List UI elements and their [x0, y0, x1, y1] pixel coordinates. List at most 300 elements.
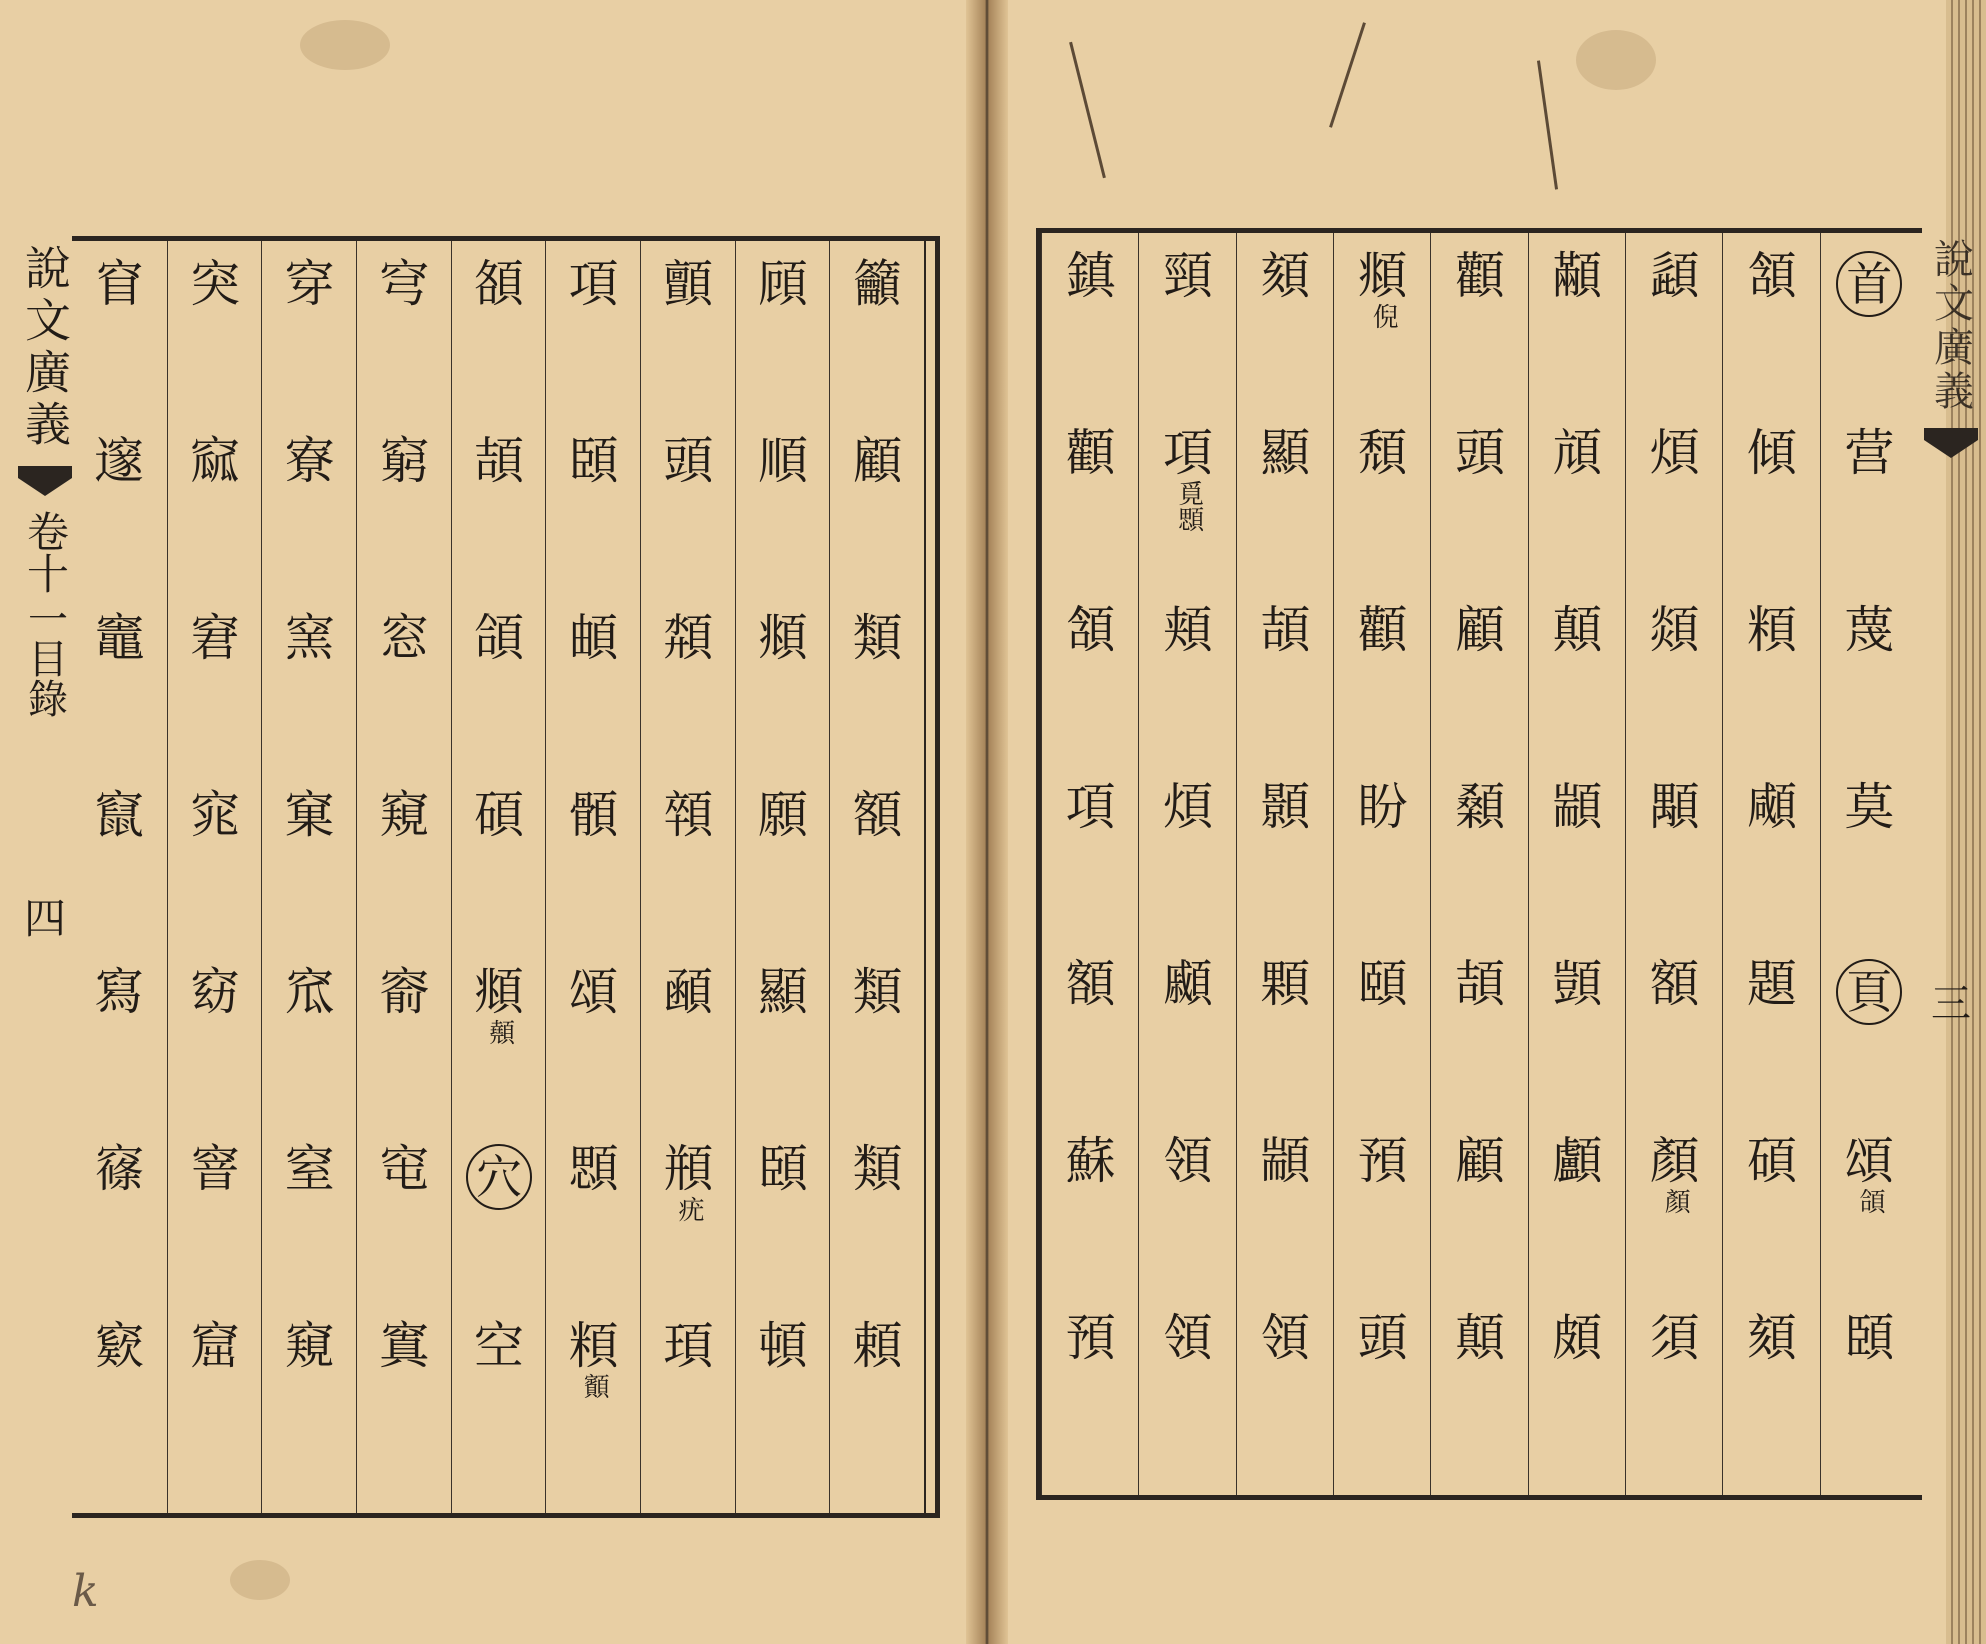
glyph: 顧 — [1454, 1132, 1505, 1190]
left-character-cell — [379, 949, 429, 1126]
variant-glyph: 覓顋 — [1173, 480, 1204, 532]
right-column — [1820, 233, 1918, 1495]
left-character-cell — [569, 1126, 619, 1303]
left-character-cell — [758, 418, 808, 595]
right-column — [1625, 233, 1723, 1495]
left-character-cell — [758, 949, 808, 1126]
glyph: 竈 — [94, 609, 145, 667]
left-character-cell — [853, 949, 903, 1126]
right-character-cell — [1358, 587, 1408, 764]
right-character-cell — [1455, 233, 1505, 410]
right-character-cell — [1552, 1295, 1602, 1472]
right-character-cell — [1066, 941, 1116, 1118]
glyph: 頩 — [663, 1140, 714, 1198]
glyph: 窕 — [189, 786, 240, 844]
left-text-frame — [72, 236, 940, 1518]
right-character-cell — [1358, 1295, 1408, 1472]
right-character-cell — [1650, 941, 1700, 1118]
glyph: 頡 — [1260, 601, 1311, 659]
glyph: 顓 — [1260, 1132, 1311, 1190]
glyph: 蔑 — [1844, 601, 1895, 659]
right-character-cell — [1358, 1118, 1408, 1295]
glyph: 頏 — [1552, 424, 1603, 482]
left-character-cell — [379, 595, 429, 772]
glyph: 顄 — [663, 963, 714, 1021]
right-character-cell — [1844, 1118, 1894, 1295]
left-character-cell — [663, 1303, 713, 1480]
glyph: 顣 — [1162, 955, 1213, 1013]
paper-stain — [230, 1560, 290, 1600]
left-character-cell — [663, 949, 713, 1126]
glyph: 顯 — [757, 963, 808, 1021]
right-text-frame — [1036, 228, 1922, 1500]
glyph: 碩 — [1746, 1132, 1797, 1190]
glyph: 預 — [1357, 1132, 1408, 1190]
glyph: 領 — [1162, 1132, 1213, 1190]
glyph: 竄 — [94, 786, 145, 844]
left-character-cell — [474, 772, 524, 949]
glyph: 窅 — [94, 255, 145, 313]
glyph: 窊 — [284, 963, 335, 1021]
left-column — [451, 241, 547, 1513]
glyph: 顴 — [1065, 424, 1116, 482]
glyph: 頿 — [1649, 247, 1700, 305]
variant-glyph: 頜 — [1854, 1188, 1885, 1214]
fishtail-mark — [1924, 428, 1978, 458]
glyph: 鎮 — [1065, 247, 1116, 305]
glyph: 項 — [568, 255, 619, 313]
glyph: 空 — [473, 1317, 524, 1375]
book-gutter — [966, 0, 1008, 1644]
glyph: 窯 — [284, 609, 335, 667]
left-character-cell — [190, 1126, 240, 1303]
left-character-cell — [94, 241, 144, 418]
left-character-cell — [190, 241, 240, 418]
left-character-cell — [285, 772, 335, 949]
right-character-cell — [1747, 587, 1797, 764]
glyph: 顏 — [1649, 1132, 1700, 1190]
left-character-cell — [853, 1126, 903, 1303]
glyph: 頷 — [1746, 247, 1797, 305]
glyph: 領 — [1162, 1309, 1213, 1367]
glyph: 頁 — [1836, 959, 1902, 1025]
left-column — [72, 241, 167, 1513]
left-character-cell — [379, 418, 429, 595]
variant-glyph: 顮 — [579, 1373, 610, 1399]
left-character-cell — [190, 595, 240, 772]
left-character-cell — [853, 1303, 903, 1480]
glyph: 窈 — [189, 963, 240, 1021]
glyph: 頫 — [757, 609, 808, 667]
glyph: 顴 — [1357, 601, 1408, 659]
right-character-cell — [1163, 941, 1213, 1118]
glyph: 領 — [1260, 1309, 1311, 1367]
glyph: 頸 — [1162, 247, 1213, 305]
glyph: 顑 — [1746, 778, 1797, 836]
right-character-cell — [1650, 1118, 1700, 1295]
left-character-cell — [758, 1303, 808, 1480]
right-column — [1333, 233, 1431, 1495]
glyph: 頜 — [473, 609, 524, 667]
glyph: 顢 — [1552, 247, 1603, 305]
glyph: 突 — [189, 255, 240, 313]
glyph: 顒 — [1649, 778, 1700, 836]
glyph: 頭 — [1357, 1309, 1408, 1367]
left-character-cell — [94, 595, 144, 772]
right-character-cell — [1163, 410, 1213, 587]
glyph: 窴 — [379, 1317, 430, 1375]
left-character-cell — [663, 772, 713, 949]
glyph: 顧 — [1454, 601, 1505, 659]
glyph: 煩 — [1649, 424, 1700, 482]
glyph: 顆 — [1260, 955, 1311, 1013]
right-page-number: 三 — [1931, 981, 1971, 1027]
glyph: 頷 — [1065, 601, 1116, 659]
left-character-cell — [569, 241, 619, 418]
glyph: 窬 — [379, 963, 430, 1021]
glyph: 窮 — [379, 432, 430, 490]
glyph: 首 — [1836, 251, 1902, 317]
right-character-cell — [1836, 233, 1902, 410]
right-character-cell — [1358, 410, 1408, 587]
glyph: 顥 — [1260, 778, 1311, 836]
glyph: 題 — [1746, 955, 1797, 1013]
glyph: 額 — [1065, 955, 1116, 1013]
right-character-cell — [1552, 233, 1602, 410]
right-character-cell — [1066, 1295, 1116, 1472]
glyph: 窺 — [379, 786, 430, 844]
left-character-cell — [758, 595, 808, 772]
right-character-cell — [1455, 764, 1505, 941]
glyph: 願 — [757, 786, 808, 844]
glyph: 蘇 — [1065, 1132, 1116, 1190]
left-column — [829, 241, 925, 1513]
glyph: 顇 — [663, 786, 714, 844]
glyph: 傾 — [1746, 424, 1797, 482]
right-character-cell — [1358, 941, 1408, 1118]
left-character-cell — [379, 241, 429, 418]
left-column — [545, 241, 641, 1513]
right-character-cell — [1455, 1295, 1505, 1472]
right-character-cell — [1650, 410, 1700, 587]
glyph: 顧 — [852, 432, 903, 490]
glyph: 頔 — [568, 609, 619, 667]
right-character-cell — [1747, 1295, 1797, 1472]
glyph: 窟 — [189, 1317, 240, 1375]
glyph: 寮 — [284, 432, 335, 490]
glyph: 营 — [1844, 424, 1895, 482]
left-character-cell — [758, 772, 808, 949]
left-page — [0, 0, 986, 1644]
right-character-cell — [1844, 1295, 1894, 1472]
glyph: 寫 — [94, 963, 145, 1021]
glyph: 頭 — [663, 432, 714, 490]
glyph: 顱 — [1552, 1132, 1603, 1190]
glyph: 頮 — [663, 609, 714, 667]
right-title: 說文廣義 — [1927, 238, 1974, 414]
left-character-cell — [663, 418, 713, 595]
variant-glyph: 顏 — [1660, 1188, 1691, 1214]
left-column — [356, 241, 452, 1513]
right-character-cell — [1844, 587, 1894, 764]
left-character-cell — [285, 1126, 335, 1303]
right-column — [1236, 233, 1334, 1495]
right-character-cell — [1552, 1118, 1602, 1295]
left-character-cell — [663, 241, 713, 418]
glyph: 窨 — [189, 1140, 240, 1198]
glyph: 須 — [1649, 1309, 1700, 1367]
right-character-cell — [1747, 1118, 1797, 1295]
glyph: 項 — [1065, 778, 1116, 836]
glyph: 頦 — [1746, 1309, 1797, 1367]
right-character-cell — [1163, 1295, 1213, 1472]
glyph: 窽 — [94, 1317, 145, 1375]
left-character-cell — [466, 1126, 532, 1303]
right-character-cell — [1455, 941, 1505, 1118]
glyph: 項 — [1162, 424, 1213, 482]
glyph: 窓 — [379, 609, 430, 667]
glyph: 頫 — [473, 963, 524, 1021]
glyph: 籲 — [852, 255, 903, 313]
left-character-cell — [474, 1303, 524, 1480]
left-volume: 卷十 — [21, 510, 70, 594]
glyph: 穿 — [284, 255, 335, 313]
left-character-cell — [285, 241, 335, 418]
left-column — [261, 241, 357, 1513]
glyph: 頌 — [1844, 1132, 1895, 1190]
right-character-cell — [1650, 1295, 1700, 1472]
left-character-cell — [474, 241, 524, 418]
glyph: 顫 — [663, 255, 714, 313]
glyph: 煩 — [1162, 778, 1213, 836]
left-column — [735, 241, 831, 1513]
glyph: 頦 — [1260, 247, 1311, 305]
glyph: 穹 — [379, 255, 430, 313]
glyph: 頼 — [852, 1317, 903, 1375]
glyph: 邃 — [94, 432, 145, 490]
glyph: 窒 — [284, 1140, 335, 1198]
glyph: 頣 — [568, 432, 619, 490]
glyph: 頌 — [568, 963, 619, 1021]
variant-glyph: 倪 — [1368, 303, 1399, 329]
paper-crack — [1537, 60, 1558, 189]
glyph: 窀 — [379, 1140, 430, 1198]
right-character-cell — [1358, 233, 1408, 410]
glyph: 顛 — [1552, 601, 1603, 659]
paper-crack — [1069, 42, 1106, 179]
right-column — [1722, 233, 1820, 1495]
left-character-cell — [474, 949, 524, 1126]
right-character-cell — [1650, 764, 1700, 941]
right-character-cell — [1066, 764, 1116, 941]
left-character-cell — [94, 1303, 144, 1480]
right-character-cell — [1260, 764, 1310, 941]
glyph: 頓 — [757, 1317, 808, 1375]
left-character-cell — [663, 595, 713, 772]
glyph: 碩 — [473, 786, 524, 844]
left-character-cell — [190, 1303, 240, 1480]
left-title: 說文廣義 — [18, 244, 72, 452]
glyph: 額 — [852, 786, 903, 844]
right-character-cell — [1552, 410, 1602, 587]
glyph: 類 — [852, 1140, 903, 1198]
right-character-cell — [1747, 941, 1797, 1118]
right-character-cell — [1747, 410, 1797, 587]
left-banner — [18, 236, 72, 1518]
glyph: 頭 — [1454, 424, 1505, 482]
left-character-cell — [569, 595, 619, 772]
glyph: 莫 — [1844, 778, 1895, 836]
glyph: 頣 — [757, 1140, 808, 1198]
glyph: 頊 — [663, 1317, 714, 1375]
variant-glyph: 顤 — [484, 1019, 515, 1045]
glyph: 類 — [852, 963, 903, 1021]
left-character-cell — [569, 949, 619, 1126]
left-character-cell — [285, 949, 335, 1126]
glyph: 顃 — [1649, 601, 1700, 659]
glyph: 窠 — [284, 786, 335, 844]
glyph: 類 — [852, 609, 903, 667]
left-character-cell — [379, 1126, 429, 1303]
right-character-cell — [1260, 941, 1310, 1118]
right-character-cell — [1747, 764, 1797, 941]
left-character-cell — [190, 772, 240, 949]
left-character-cell — [285, 595, 335, 772]
glyph: 頡 — [473, 432, 524, 490]
right-banner — [1924, 228, 1978, 1500]
right-column — [1138, 233, 1236, 1495]
left-character-cell — [94, 418, 144, 595]
right-character-cell — [1163, 233, 1213, 410]
right-character-cell — [1455, 587, 1505, 764]
glyph: 盼 — [1357, 778, 1408, 836]
right-character-cell — [1066, 587, 1116, 764]
paper-crack — [1329, 22, 1366, 128]
glyph: 頣 — [1844, 1309, 1895, 1367]
right-character-cell — [1163, 764, 1213, 941]
right-column — [1041, 233, 1139, 1495]
right-character-cell — [1844, 764, 1894, 941]
paper-stain — [300, 20, 390, 70]
left-columns — [72, 241, 926, 1513]
left-section: 一目錄 — [21, 598, 68, 718]
variant-glyph: 疣 — [673, 1196, 704, 1222]
glyph: 顓 — [1552, 778, 1603, 836]
right-character-cell — [1455, 410, 1505, 587]
right-character-cell — [1650, 587, 1700, 764]
glyph: 穴 — [466, 1144, 532, 1210]
handwritten-mark: k — [72, 1566, 99, 1617]
glyph: 頗 — [1552, 1309, 1603, 1367]
glyph: 順 — [757, 432, 808, 490]
left-character-cell — [758, 1126, 808, 1303]
left-character-cell — [94, 772, 144, 949]
glyph: 顴 — [1454, 247, 1505, 305]
right-character-cell — [1552, 764, 1602, 941]
right-character-cell — [1066, 1118, 1116, 1295]
left-column — [167, 241, 263, 1513]
left-character-cell — [569, 772, 619, 949]
right-character-cell — [1066, 233, 1116, 410]
right-character-cell — [1358, 764, 1408, 941]
glyph: 窳 — [189, 432, 240, 490]
left-character-cell — [474, 418, 524, 595]
left-character-cell — [94, 949, 144, 1126]
right-character-cell — [1260, 410, 1310, 587]
glyph: 頟 — [473, 255, 524, 313]
glyph: 預 — [1065, 1309, 1116, 1367]
right-character-cell — [1260, 1295, 1310, 1472]
right-character-cell — [1552, 941, 1602, 1118]
left-character-cell — [190, 418, 240, 595]
glyph: 窺 — [284, 1317, 335, 1375]
right-character-cell — [1260, 587, 1310, 764]
right-character-cell — [1836, 941, 1902, 1118]
glyph: 顋 — [568, 1140, 619, 1198]
right-character-cell — [1163, 1118, 1213, 1295]
glyph: 頪 — [568, 1317, 619, 1375]
left-character-cell — [853, 241, 903, 418]
right-columns — [1041, 233, 1917, 1495]
right-character-cell — [1066, 410, 1116, 587]
left-character-cell — [663, 1126, 713, 1303]
glyph: 頡 — [1454, 955, 1505, 1013]
right-character-cell — [1455, 1118, 1505, 1295]
left-character-cell — [569, 1303, 619, 1480]
left-character-cell — [474, 595, 524, 772]
glyph: 顯 — [1260, 424, 1311, 482]
fishtail-mark — [18, 466, 72, 496]
glyph: 頪 — [1746, 601, 1797, 659]
right-character-cell — [1260, 1118, 1310, 1295]
glyph: 顗 — [1552, 955, 1603, 1013]
left-character-cell — [853, 595, 903, 772]
glyph: 頬 — [1162, 601, 1213, 659]
left-character-cell — [379, 1303, 429, 1480]
glyph: 頹 — [1357, 424, 1408, 482]
left-character-cell — [379, 772, 429, 949]
left-character-cell — [94, 1126, 144, 1303]
glyph: 顛 — [1454, 1309, 1505, 1367]
left-character-cell — [569, 418, 619, 595]
right-column — [1430, 233, 1528, 1495]
paper-stain — [1576, 30, 1656, 90]
right-column — [1528, 233, 1626, 1495]
right-character-cell — [1260, 233, 1310, 410]
left-character-cell — [285, 1303, 335, 1480]
left-character-cell — [853, 772, 903, 949]
left-column — [640, 241, 736, 1513]
right-character-cell — [1163, 587, 1213, 764]
glyph: 頫 — [1357, 247, 1408, 305]
left-character-cell — [758, 241, 808, 418]
right-character-cell — [1552, 587, 1602, 764]
glyph: 顙 — [1454, 778, 1505, 836]
left-character-cell — [853, 418, 903, 595]
glyph: 頤 — [1357, 955, 1408, 1013]
right-character-cell — [1747, 233, 1797, 410]
glyph: 窱 — [94, 1140, 145, 1198]
glyph: 窘 — [189, 609, 240, 667]
right-character-cell — [1650, 233, 1700, 410]
left-character-cell — [190, 949, 240, 1126]
glyph: 顝 — [568, 786, 619, 844]
left-page-number: 四 — [23, 894, 66, 943]
glyph: 額 — [1649, 955, 1700, 1013]
left-character-cell — [285, 418, 335, 595]
right-character-cell — [1844, 410, 1894, 587]
glyph: 頋 — [757, 255, 808, 313]
